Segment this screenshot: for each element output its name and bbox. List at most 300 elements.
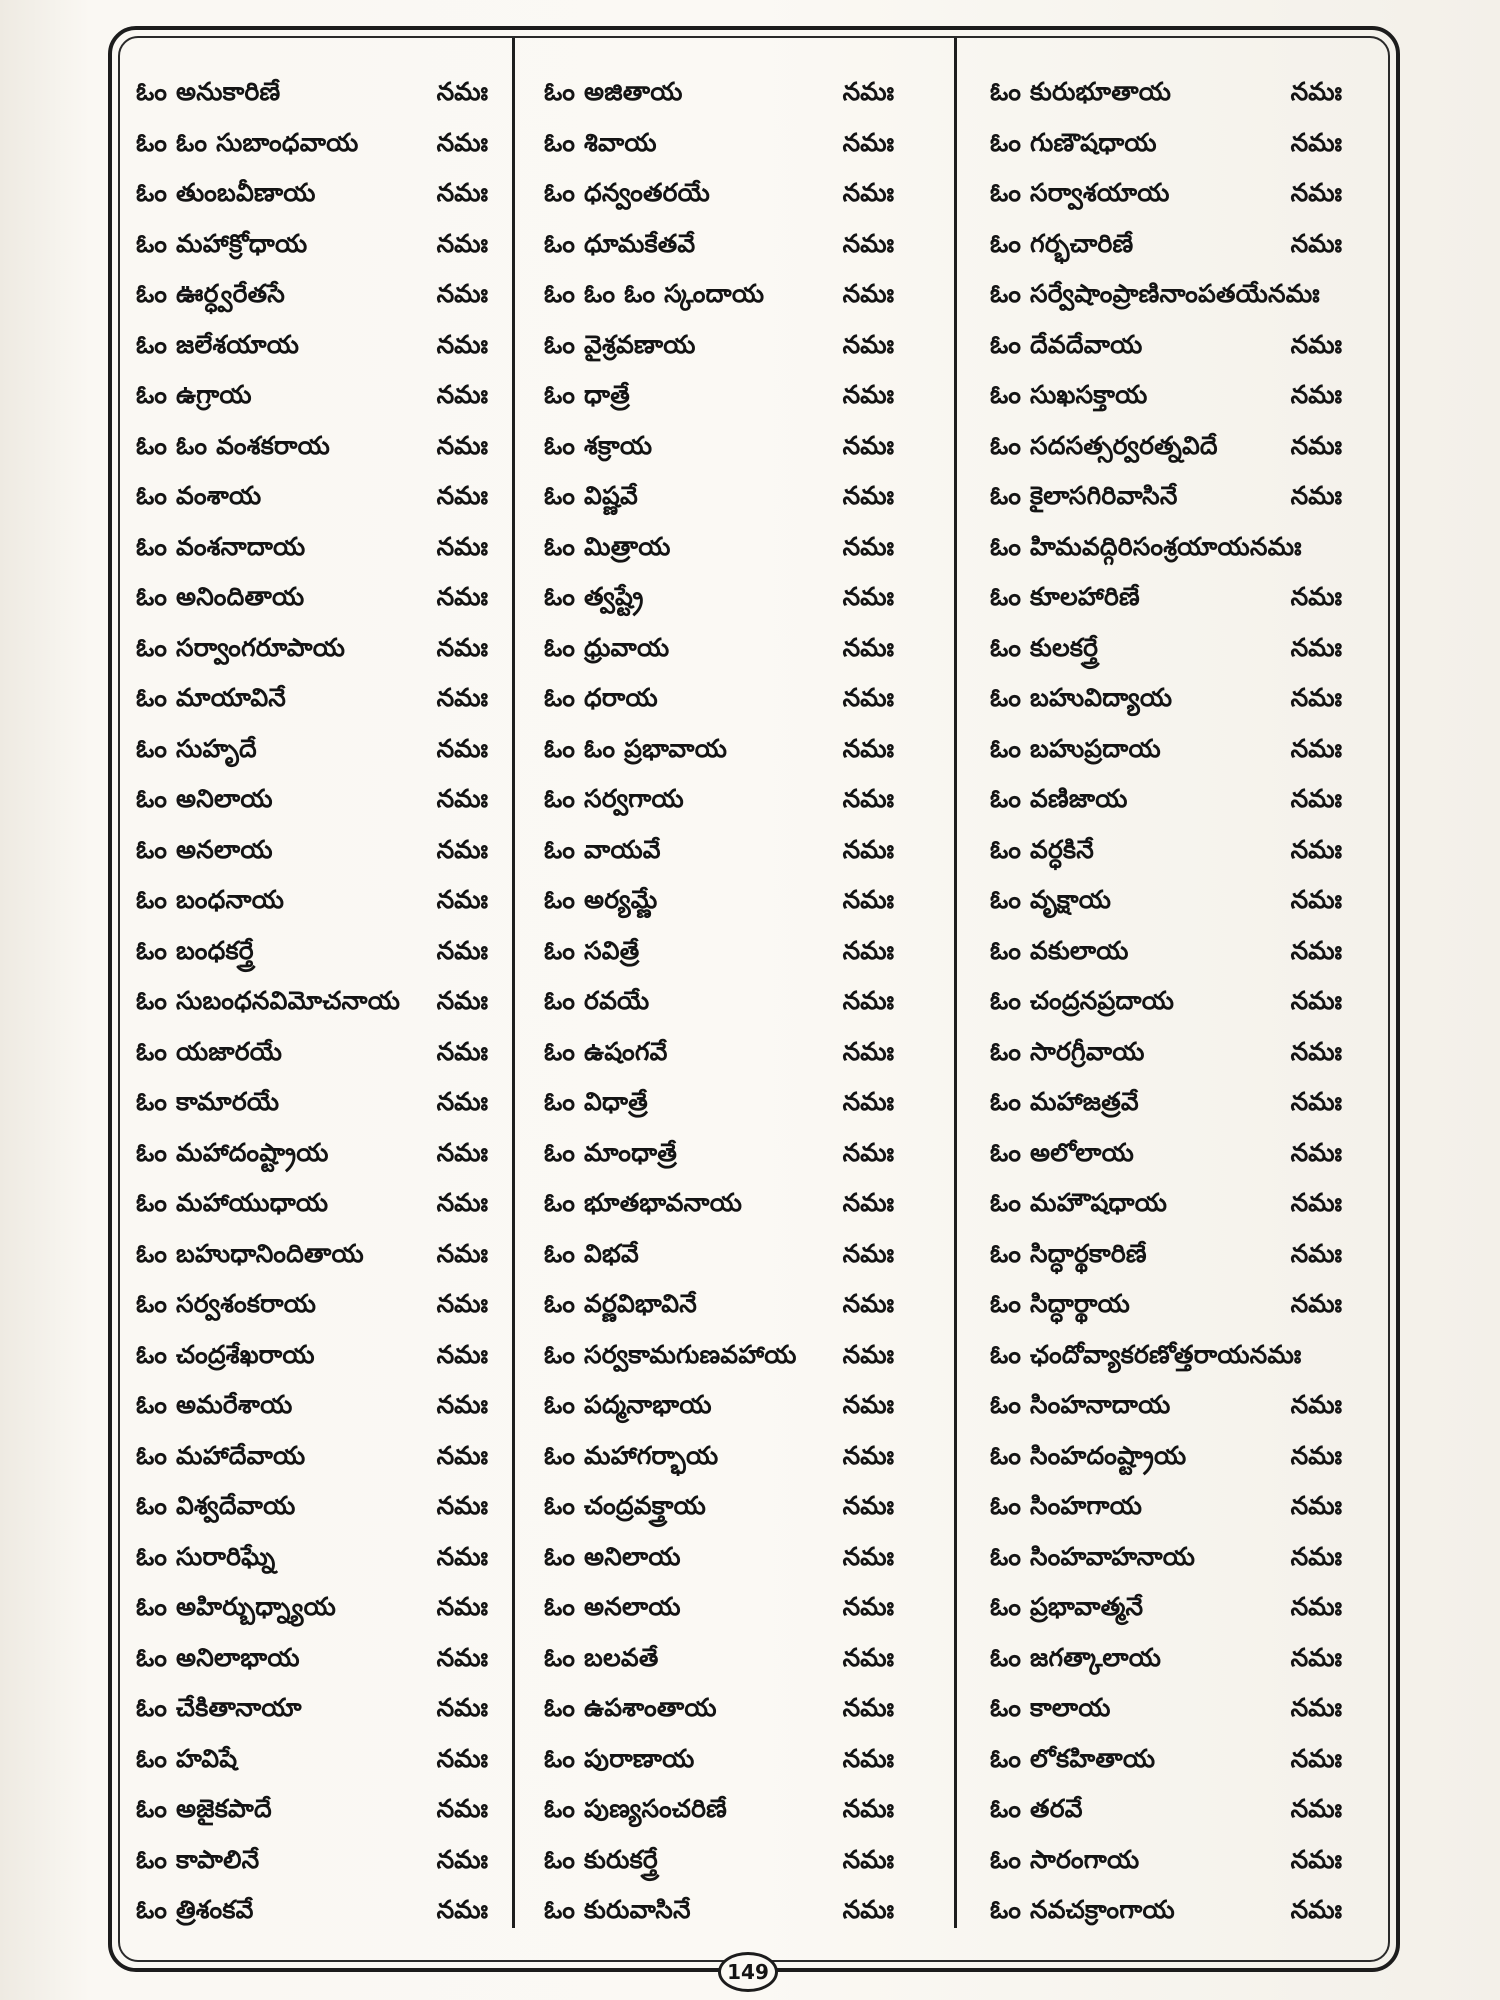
namah-text: నమః [842,1895,894,1925]
list-item [990,979,1342,1030]
name-text: ఓం సింహనాదాయ [990,1390,1171,1420]
list-item [544,171,894,222]
list-item [136,121,488,172]
list-item [136,828,488,879]
list-item [544,1888,894,1939]
name-text: ఓం సింహవాహనాయ [990,1541,1196,1571]
namah-text: నమః [1290,1087,1342,1117]
namah-text: నమః [436,733,488,763]
list-item [136,575,488,626]
name-text: ఓం త్వష్ట్రే [544,582,644,612]
namah-text: నమః [842,1087,894,1117]
namah-text: నమః [436,986,488,1016]
name-text: ఓం వంశాయ [136,481,262,511]
name-text: ఓం భూతభావనాయ [544,1188,743,1218]
namah-text: నమః [842,1491,894,1521]
list-item [544,1383,894,1434]
list-item [990,575,1342,626]
name-text: ఓం అజితాయ [544,77,683,107]
namah-text: నమః [1290,1794,1342,1824]
namah-text: నమః [1290,986,1342,1016]
namah-text: నమః [1290,1895,1342,1925]
list-item [544,626,894,677]
name-text: ఓం ఓం ప్రభావాయ [544,733,728,763]
namah-text: నమః [436,481,488,511]
namah-text: నమః [1290,178,1342,208]
list-item [990,1585,1342,1636]
namah-text: నమః [842,986,894,1016]
namah-text: నమః [1290,1289,1342,1319]
list-item [990,474,1342,525]
name-text: ఓం వృక్షాయ [990,885,1112,915]
names-column-1 [136,70,488,1939]
list-item [544,474,894,525]
list-item [544,979,894,1030]
name-text: ఓం అనలాయ [136,834,273,864]
namah-text: నమః [1290,935,1342,965]
name-text: ఓం కూలహారిణే [990,582,1140,612]
namah-text: నమః [1290,1491,1342,1521]
name-text: ఓం వైశ్రవణాయ [544,329,696,359]
list-item [990,121,1342,172]
names-column-3 [990,70,1342,1939]
name-text: ఓం సర్వాశయాయ [990,178,1170,208]
list-item [544,424,894,475]
name-text: ఓం విష్ణవే [544,481,639,511]
namah-text: నమః [842,228,894,258]
namah-text: నమః [1290,1642,1342,1672]
list-item [990,1030,1342,1081]
namah-text: నమః [436,632,488,662]
namah-text: నమః [842,1137,894,1167]
name-text: ఓం సింహదంష్ట్రాయ [990,1440,1187,1470]
name-text: ఓం చంద్రశేఖరాయ [136,1339,315,1369]
list-item [990,929,1342,980]
list-item [990,1484,1342,1535]
list-item [990,1434,1342,1485]
name-text: ఓం విశ్వదేవాయ [136,1491,296,1521]
name-text: ఓం అనిలాభాయ [136,1642,300,1672]
list-item [990,171,1342,222]
name-text: ఓం సురారిఘ్నే [136,1541,276,1571]
name-text: ఓం అనుకారిణే [136,77,281,107]
list-item [990,878,1342,929]
list-item [136,626,488,677]
names-column-2 [544,70,894,1939]
namah-text: నమః [842,1541,894,1571]
name-text: ఓం ధన్వంతరయే [544,178,710,208]
list-item [990,1333,1342,1384]
namah-text: నమః [436,1390,488,1420]
name-text: ఓం సర్వాంగరూపాయ [136,632,346,662]
name-text: ఓం కురుభూతాయ [990,77,1172,107]
list-item [990,777,1342,828]
list-item [136,1080,488,1131]
name-text: ఓం ఛందోవ్యాకరణోత్తరాయనమః [990,1339,1302,1369]
name-text: ఓం మహాక్రోధాయ [136,228,308,258]
name-text: ఓం నవచక్రాంగాయ [990,1895,1175,1925]
namah-text: నమః [1290,683,1342,713]
namah-text: నమః [842,935,894,965]
name-text: ఓం మహాయుధాయ [136,1188,329,1218]
list-item [136,1131,488,1182]
name-text: ఓం ధ్రువాయ [544,632,670,662]
list-item [544,727,894,778]
list-item [544,222,894,273]
name-text: ఓం కులకర్త్రే [990,632,1099,662]
name-text: ఓం యజారయే [136,1036,283,1066]
list-item [990,1181,1342,1232]
column-divider-1 [512,38,515,1928]
namah-text: నమః [842,582,894,612]
list-item [136,1333,488,1384]
page-number: 149 [718,1952,778,1992]
namah-text: నమః [436,1541,488,1571]
list-item [544,1636,894,1687]
list-item [136,1636,488,1687]
list-item [990,1282,1342,1333]
name-text: ఓం గుణౌషధాయ [990,127,1157,157]
namah-text: నమః [842,430,894,460]
name-text: ఓం సర్వగాయ [544,784,684,814]
list-item [136,1030,488,1081]
name-text: ఓం దేవదేవాయ [990,329,1143,359]
name-text: ఓం కామారయే [136,1087,280,1117]
list-item [136,979,488,1030]
namah-text: నమః [842,1289,894,1319]
namah-text: నమః [1290,1743,1342,1773]
namah-text: నమః [436,1895,488,1925]
namah-text: నమః [436,127,488,157]
name-text: ఓం సింహగాయ [990,1491,1143,1521]
namah-text: నమః [436,1137,488,1167]
name-text: ఓం హిమవద్గిరిసంశ్రయాయనమః [990,531,1302,561]
namah-text: నమః [436,531,488,561]
list-item [990,1787,1342,1838]
name-text: ఓం మహాదేవాయ [136,1440,306,1470]
namah-text: నమః [1290,582,1342,612]
name-text: ఓం చంద్రనప్రదాయ [990,986,1175,1016]
namah-text: నమః [842,1743,894,1773]
namah-text: నమః [842,784,894,814]
namah-text: నమః [842,279,894,309]
list-item [990,1383,1342,1434]
list-item [544,878,894,929]
name-text: ఓం ప్రభావాత్మనే [990,1592,1144,1622]
namah-text: నమః [1290,228,1342,258]
list-item [136,1737,488,1788]
list-item [990,676,1342,727]
list-item [990,373,1342,424]
list-item [136,1838,488,1889]
namah-text: నమః [436,1036,488,1066]
namah-text: నమః [436,279,488,309]
namah-text: నమః [436,1794,488,1824]
namah-text: నమః [842,834,894,864]
name-text: ఓం మహౌషధాయ [990,1188,1168,1218]
list-item [544,1030,894,1081]
namah-text: నమః [1290,1390,1342,1420]
namah-text: నమః [1290,380,1342,410]
list-item [136,373,488,424]
namah-text: నమః [842,77,894,107]
list-item [544,1737,894,1788]
namah-text: నమః [842,178,894,208]
namah-text: నమః [1290,733,1342,763]
name-text: ఓం ఉపశాంతాయ [544,1693,717,1723]
name-text: ఓం వంశనాదాయ [136,531,306,561]
namah-text: నమః [436,1087,488,1117]
list-item [990,525,1342,576]
list-item [544,373,894,424]
list-item [544,676,894,727]
namah-text: నమః [436,1743,488,1773]
list-item [136,1484,488,1535]
list-item [990,1131,1342,1182]
namah-text: నమః [436,784,488,814]
name-text: ఓం వాయవే [544,834,661,864]
name-text: ఓం సర్వశంకరాయ [136,1289,317,1319]
namah-text: నమః [1290,1188,1342,1218]
namah-text: నమః [1290,885,1342,915]
namah-text: నమః [1290,1440,1342,1470]
list-item [136,424,488,475]
namah-text: నమః [1290,77,1342,107]
name-text: ఓం విధాత్రే [544,1087,648,1117]
name-text: ఓం మాయావినే [136,683,287,713]
list-item [544,1080,894,1131]
name-text: ఓం అజైకపాదే [136,1794,272,1824]
name-text: ఓం అనిలాయ [136,784,273,814]
column-divider-2 [954,38,957,1928]
list-item [136,474,488,525]
namah-text: నమః [1290,1592,1342,1622]
list-item [136,1888,488,1939]
name-text: ఓం అనిలాయ [544,1541,681,1571]
namah-text: నమః [842,1188,894,1218]
name-text: ఓం సిద్ధార్థాయ [990,1289,1130,1319]
name-text: ఓం కురువాసినే [544,1895,691,1925]
namah-text: నమః [842,329,894,359]
name-text: ఓం ధూమకేతవే [544,228,696,258]
list-item [136,1585,488,1636]
namah-text: నమః [842,1844,894,1874]
list-item [990,1535,1342,1586]
namah-text: నమః [1290,1137,1342,1167]
list-item [544,828,894,879]
list-item [990,1737,1342,1788]
namah-text: నమః [436,1188,488,1218]
name-text: ఓం అహిర్బుధ్న్యాయ [136,1592,336,1622]
list-item [136,1181,488,1232]
name-text: ఓం సారంగాయ [990,1844,1140,1874]
namah-text: నమః [842,481,894,511]
list-item [990,424,1342,475]
list-item [544,323,894,374]
name-text: ఓం మహాదంష్ట్రాయ [136,1137,329,1167]
namah-text: నమః [842,683,894,713]
namah-text: నమః [436,77,488,107]
namah-text: నమః [436,228,488,258]
list-item [136,777,488,828]
list-item [544,1333,894,1384]
name-text: ఓం అలోలాయ [990,1137,1135,1167]
list-item [544,1787,894,1838]
list-item [544,1131,894,1182]
namah-text: నమః [842,1390,894,1420]
name-text: ఓం బంధకర్త్రే [136,935,254,965]
list-item [990,1838,1342,1889]
name-text: ఓం జగత్కాలాయ [990,1642,1162,1672]
list-item [136,1282,488,1333]
list-item [544,121,894,172]
namah-text: నమః [436,178,488,208]
name-text: ఓం బహుధానిందితాయ [136,1238,364,1268]
name-text: ఓం పుణ్యసంచరిణే [544,1794,728,1824]
list-item [990,70,1342,121]
list-item [544,1181,894,1232]
name-text: ఓం మిత్రాయ [544,531,671,561]
namah-text: నమః [842,380,894,410]
name-text: ఓం వర్ణవిభావినే [544,1289,697,1319]
namah-text: నమః [436,1238,488,1268]
name-text: ఓం రవయే [544,986,650,1016]
name-text: ఓం హవిషే [136,1743,238,1773]
list-item [990,1636,1342,1687]
namah-text: నమః [1290,481,1342,511]
list-item [136,272,488,323]
name-text: ఓం అర్యమ్ణే [544,885,658,915]
name-text: ఓం జలేశయాయ [136,329,300,359]
list-item [544,1585,894,1636]
list-item [136,1232,488,1283]
name-text: ఓం మాంధాత్రే [544,1137,677,1167]
list-item [136,171,488,222]
namah-text: నమః [842,733,894,763]
name-text: ఓం అనలాయ [544,1592,681,1622]
namah-text: నమః [436,1440,488,1470]
namah-text: నమః [436,329,488,359]
namah-text: నమః [436,885,488,915]
namah-text: నమః [436,834,488,864]
name-text: ఓం పద్మనాభాయ [544,1390,712,1420]
list-item [544,272,894,323]
list-item [136,878,488,929]
list-item [136,1535,488,1586]
name-text: ఓం ఓం సుబాంధవాయ [136,127,359,157]
list-item [136,929,488,980]
list-item [544,1434,894,1485]
list-item [544,575,894,626]
namah-text: నమః [1290,430,1342,460]
name-text: ఓం సదసత్సర్వరత్నవిదే [990,430,1218,460]
name-text: ఓం వర్ధకినే [990,834,1095,864]
list-item [136,1686,488,1737]
name-text: ఓం శివాయ [544,127,657,157]
name-text: ఓం అనిందితాయ [136,582,305,612]
list-item [136,70,488,121]
namah-text: నమః [436,683,488,713]
namah-text: నమః [842,885,894,915]
name-text: ఓం త్రిశంకవే [136,1895,254,1925]
list-item [136,1787,488,1838]
namah-text: నమః [436,582,488,612]
list-item [136,222,488,273]
list-item [990,727,1342,778]
name-text: ఓం విభవే [544,1238,639,1268]
name-text: ఓం సవిత్రే [544,935,640,965]
list-item [990,626,1342,677]
list-item [544,1535,894,1586]
list-item [990,323,1342,374]
name-text: ఓం తుంబవీణాయ [136,178,316,208]
name-text: ఓం తరవే [990,1794,1083,1824]
name-text: ఓం కురుకర్త్రే [544,1844,658,1874]
list-item [990,222,1342,273]
name-text: ఓం కాపాలినే [136,1844,260,1874]
name-text: ఓం వణిజాయ [990,784,1128,814]
name-text: ఓం సుహృదే [136,733,257,763]
namah-text: నమః [436,1289,488,1319]
name-text: ఓం పురాణాయ [544,1743,695,1773]
namah-text: నమః [1290,1036,1342,1066]
name-text: ఓం బంధనాయ [136,885,285,915]
list-item [544,70,894,121]
name-text: ఓం ఓం ఓం స్కందాయ [544,279,765,309]
list-item [136,323,488,374]
list-item [990,1080,1342,1131]
list-item [544,1686,894,1737]
name-text: ఓం ఓం వంశకరాయ [136,430,330,460]
namah-text: నమః [1290,834,1342,864]
namah-text: నమః [842,531,894,561]
name-text: ఓం ధరాయ [544,683,658,713]
name-text: ఓం కైలాసగిరివాసినే [990,481,1178,511]
namah-text: నమః [436,1844,488,1874]
name-text: ఓం ఉషంగవే [544,1036,668,1066]
name-text: ఓం బలవతే [544,1642,659,1672]
list-item [136,727,488,778]
name-text: ఓం కాలాయ [990,1693,1111,1723]
namah-text: నమః [1290,127,1342,157]
namah-text: నమః [842,1794,894,1824]
list-item [136,676,488,727]
namah-text: నమః [842,1238,894,1268]
list-item [136,525,488,576]
list-item [990,1888,1342,1939]
list-item [990,828,1342,879]
name-text: ఓం సర్వకామగుణవహాయ [544,1339,797,1369]
namah-text: నమః [1290,632,1342,662]
name-text: ఓం చేకితానాయా [136,1693,302,1723]
namah-text: నమః [436,1339,488,1369]
namah-text: నమః [842,1592,894,1622]
list-item [544,1838,894,1889]
namah-text: నమః [1290,1844,1342,1874]
name-text: ఓం సుఖసక్తాయ [990,380,1148,410]
list-item [990,1686,1342,1737]
name-text: ఓం శక్రాయ [544,430,653,460]
namah-text: నమః [842,127,894,157]
list-item [544,1484,894,1535]
name-text: ఓం మహాగర్భాయ [544,1440,719,1470]
list-item [544,525,894,576]
name-text: ఓం బహువిద్యాయ [990,683,1173,713]
namah-text: నమః [1290,1693,1342,1723]
namah-text: నమః [436,1693,488,1723]
name-text: ఓం ధాత్రే [544,380,630,410]
namah-text: నమః [436,935,488,965]
